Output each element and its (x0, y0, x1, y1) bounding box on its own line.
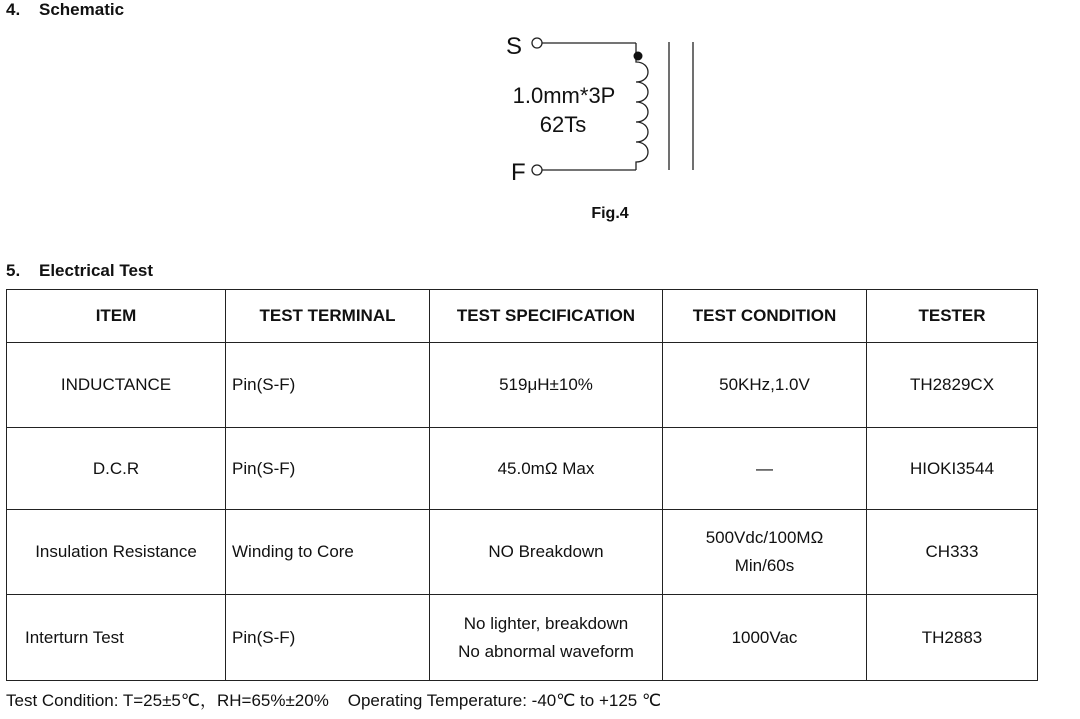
cell-item: INDUCTANCE (7, 343, 226, 428)
cell-terminal: Pin(S-F) (226, 595, 430, 681)
electrical-test-table (6, 289, 1038, 681)
cell-tester: HIOKI3544 (867, 428, 1038, 510)
cell-item: D.C.R (7, 428, 226, 510)
section-4-title: Schematic (39, 0, 125, 19)
test-condition-footer: Test Condition: T=25±5℃，RH=65%±20% Operating Temperature: -40℃ to +125 ℃ (6, 691, 662, 710)
spec-line-1: No lighter, breakdown (463, 613, 629, 633)
cell-spec: NO Breakdown (430, 510, 663, 595)
cell-terminal: Winding to Core (226, 510, 430, 595)
cell-tester: CH333 (867, 510, 1038, 595)
header-test-specification: TEST SPECIFICATION (430, 290, 663, 343)
condition-line-1: 500Vdc/100MΩ (705, 528, 824, 547)
cell-terminal: Pin(S-F) (226, 428, 430, 510)
table-row (7, 343, 1038, 428)
cell-tester: TH2829CX (867, 343, 1038, 428)
finish-terminal-circle (532, 165, 542, 175)
condition-line-2: Min/60s (734, 556, 795, 575)
header-test-condition: TEST CONDITION (663, 290, 867, 343)
header-tester: TESTER (867, 290, 1038, 343)
finish-pin-label: F (511, 159, 526, 186)
winding-coil (636, 43, 648, 170)
table-row (7, 595, 1038, 681)
table-row (7, 428, 1038, 510)
cell-tester: TH2883 (867, 595, 1038, 681)
cell-condition: — (663, 428, 867, 510)
wire-spec-label: 1.0mm*3P (512, 83, 616, 108)
cell-spec: 45.0mΩ Max (430, 428, 663, 510)
cell-condition: 1000Vac (663, 595, 867, 681)
section-5-number: 5. (6, 261, 21, 280)
spec-line-2: No abnormal waveform (458, 641, 634, 661)
cell-condition (663, 510, 867, 595)
cell-item: Insulation Resistance (7, 510, 226, 595)
cell-spec: 519μH±10% (430, 343, 663, 428)
turns-label: 62Ts (539, 112, 587, 137)
table-header-row (7, 290, 1038, 343)
cell-condition: 50KHz,1.0V (663, 343, 867, 428)
section-5-heading (6, 261, 153, 281)
start-pin-label: S (506, 33, 523, 60)
header-item: ITEM (7, 290, 226, 343)
table-row (7, 510, 1038, 595)
polarity-dot (634, 52, 643, 61)
transformer-schematic (0, 0, 1080, 200)
start-terminal-circle (532, 38, 542, 48)
section-4-number: 4. (6, 0, 21, 19)
figure-caption: Fig.4 (591, 205, 629, 222)
cell-terminal: Pin(S-F) (226, 343, 430, 428)
section-5-title: Electrical Test (39, 261, 154, 280)
cell-item: Interturn Test (7, 595, 226, 681)
cell-spec (430, 595, 663, 681)
header-test-terminal: TEST TERMINAL (226, 290, 430, 343)
